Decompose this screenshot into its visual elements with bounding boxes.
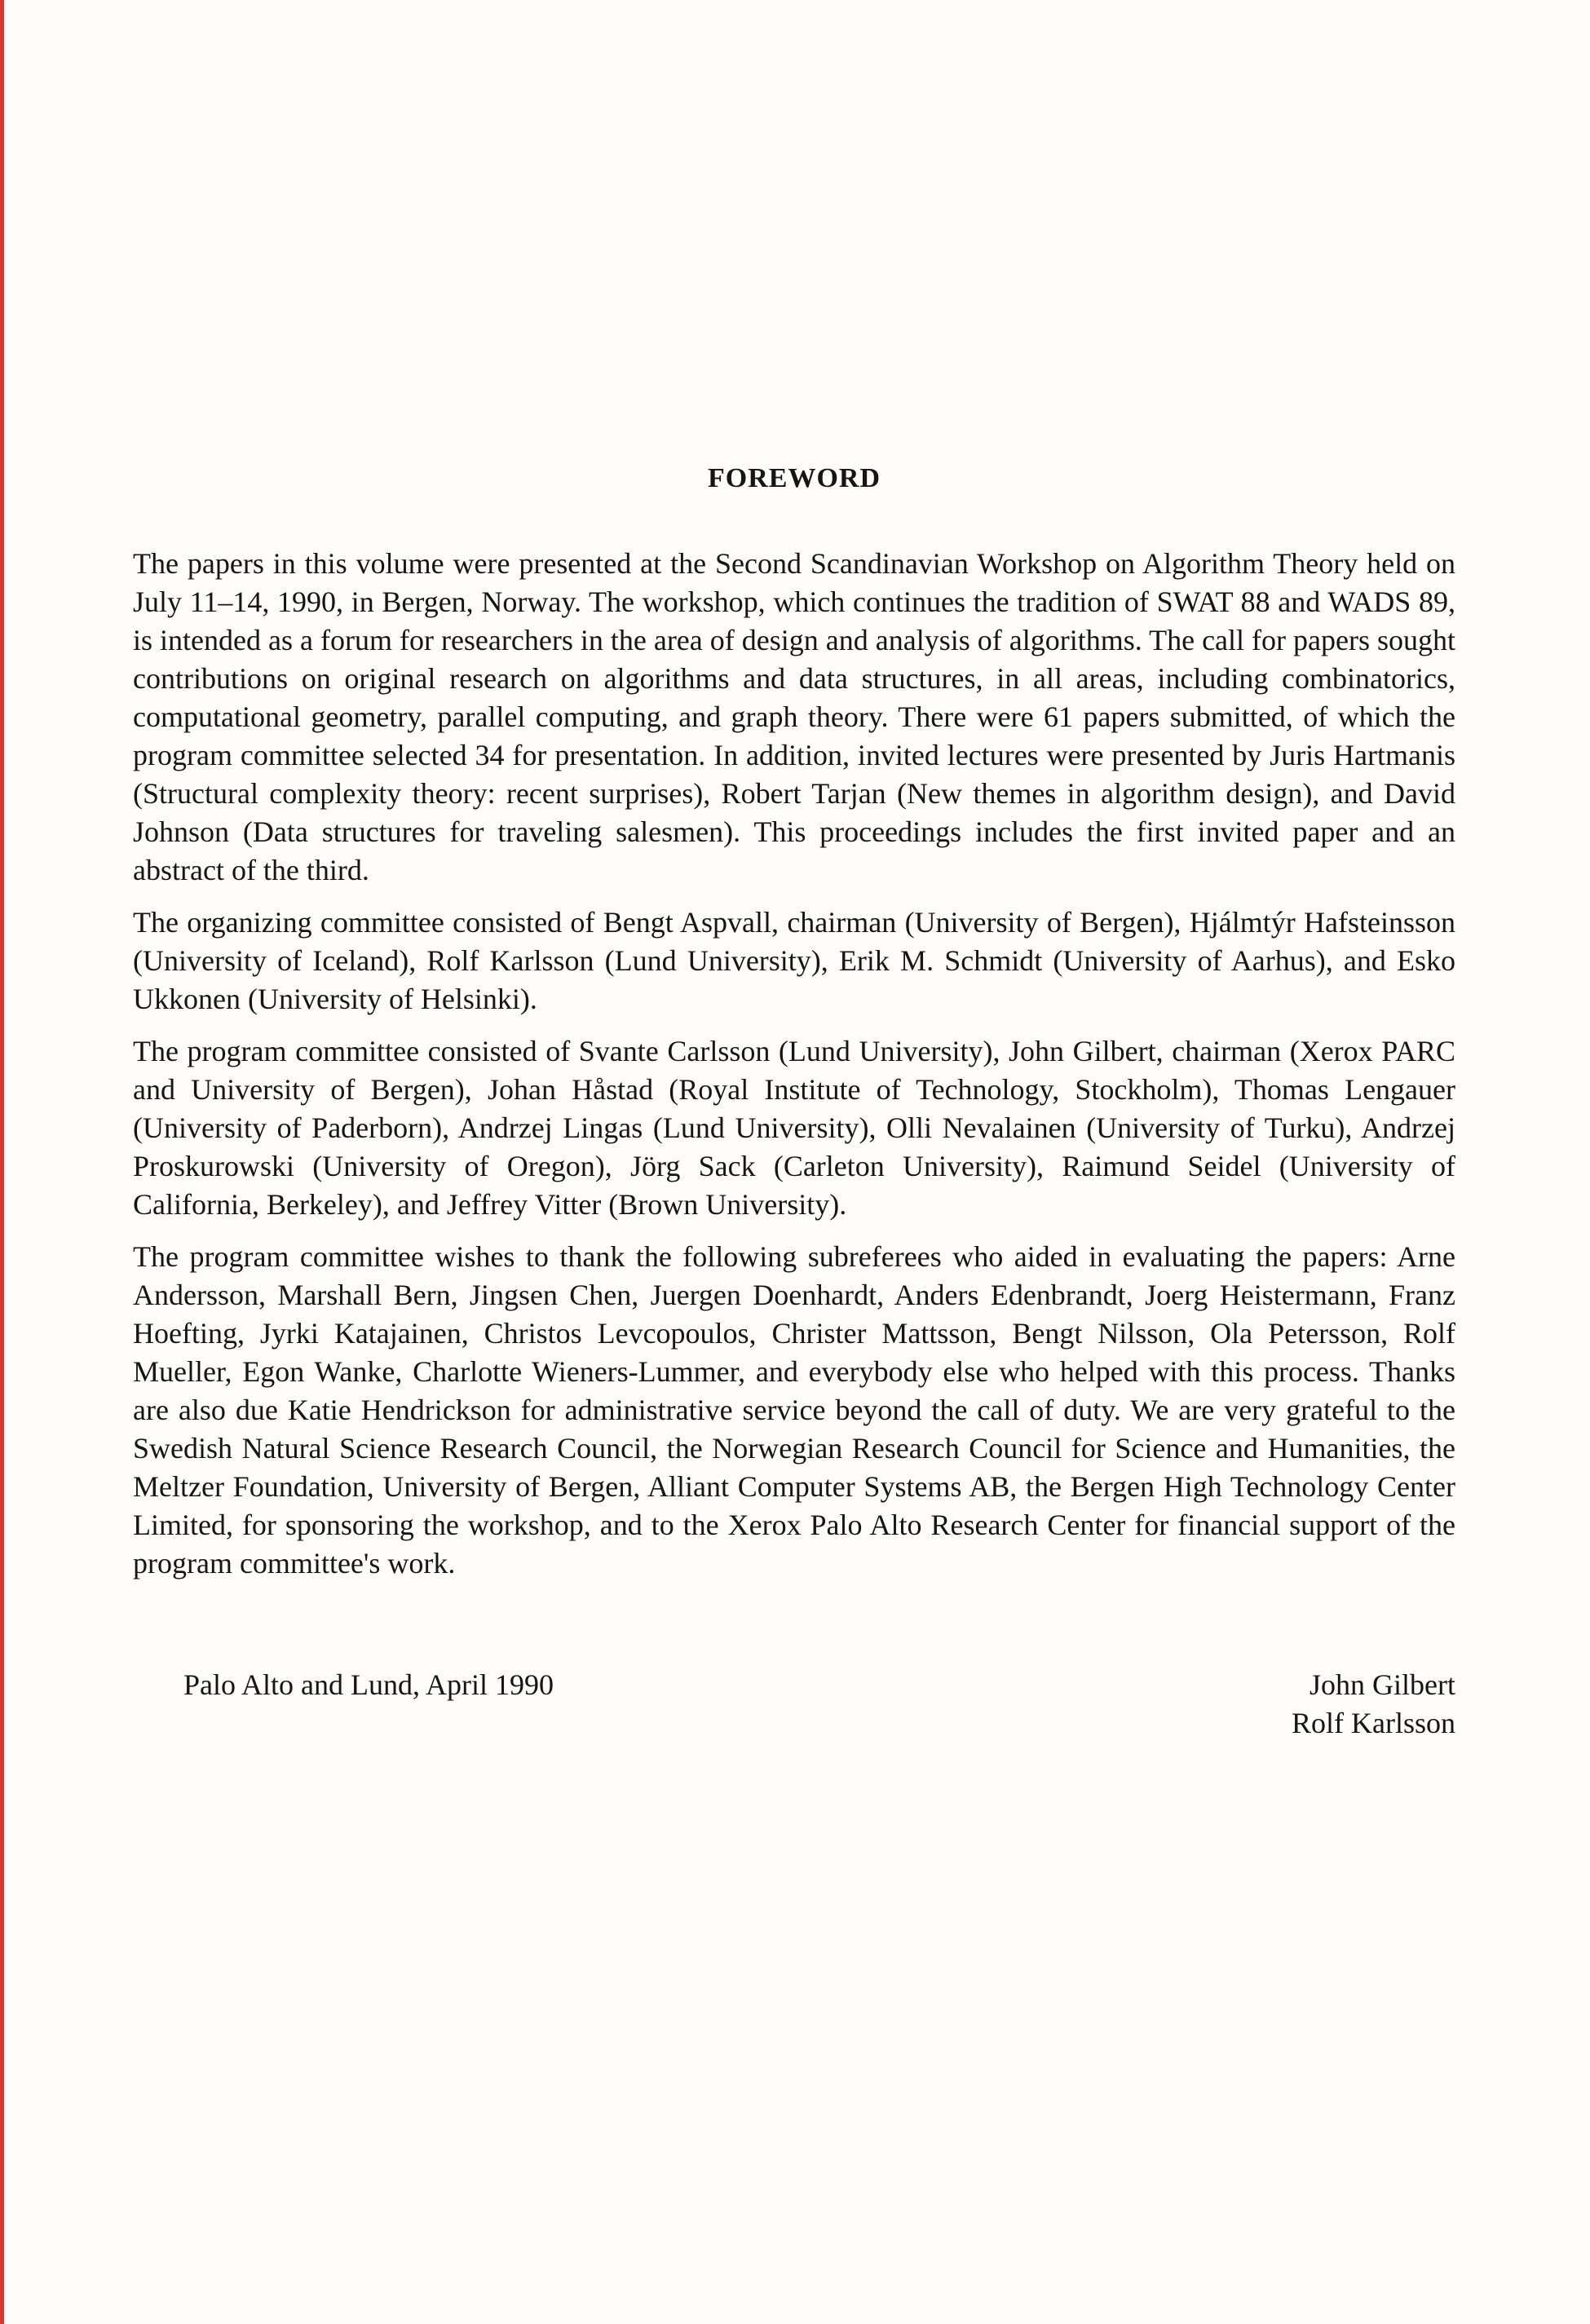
footer	[133, 1666, 1455, 1743]
dateline: Palo Alto and Lund, April 1990	[183, 1668, 554, 1701]
signature-john-gilbert: John Gilbert	[1310, 1668, 1455, 1701]
foreword-paragraph-4: The program committee wishes to thank the following subreferees who aided in evaluating the papers: Arne Andersson, Marshall Bern, Jingsen Chen, Juergen Doenhardt, Anders Edenbrandt, Joerg Heistermann, Franz Hoefting, Jyrki Katajainen, Christos Levcopoulos, Christer Mattsson, Bengt Nilsson, Ola Petersson, Rolf Mueller, Egon Wanke, Charlotte Wieners-Lummer, and everybody else who helped with this process. Thanks are also due Katie Hendrickson for administrative service beyond the call of duty. We are very grateful to the Swedish Natural Science Research Council, the Norwegian Research Council for Science and Humanities, the Meltzer Foundation, University of Bergen, Alliant Computer Systems AB, the Bergen High Technology Center Limited, for sponsoring the workshop, and to the Xerox Palo Alto Research Center for financial support of the program committee's work.	[133, 1240, 1455, 1580]
page-title: FOREWORD	[708, 463, 881, 493]
foreword-paragraph-2: The organizing committee consisted of Bengt Aspvall, chairman (University of Bergen), Hjálmtýr Hafsteinsson (University of Iceland), Rolf Karlsson (Lund University), Erik M. Schmidt (University of Aarhus), and Esko Ukkonen (University of Helsinki).	[133, 906, 1455, 1015]
foreword-paragraph-1: The papers in this volume were presented at the Second Scandinavian Workshop on Algorithm Theory held on July 11–14, 1990, in Bergen, Norway. The workshop, which continues the tradition of SWAT 88 and WADS 89, is intended as a forum for researchers in the area of design and analysis of algorithms. The call for papers sought contributions on original research on algorithms and data structures, in all areas, including combinatorics, computational geometry, parallel computing, and graph theory. There were 61 papers submitted, of which the program committee selected 34 for presentation. In addition, invited lectures were presented by Juris Hartmanis (Structural complexity theory: recent surprises), Robert Tarjan (New themes in algorithm design), and David Johnson (Data structures for traveling salesmen). This proceedings includes the first invited paper and an abstract of the third.	[133, 547, 1455, 886]
foreword-paragraph-3: The program committee consisted of Svante Carlsson (Lund University), John Gilbert, chairman (Xerox PARC and University of Bergen), Johan Håstad (Royal Institute of Technology, Stockholm), Thomas Lengauer (University of Paderborn), Andrzej Lingas (Lund University), Olli Nevalainen (University of Turku), Andrzej Proskurowski (University of Oregon), Jörg Sack (Carleton University), Raimund Seidel (University of California, Berkeley), and Jeffrey Vitter (Brown University).	[133, 1035, 1455, 1221]
signatures	[1292, 1666, 1455, 1743]
signature-rolf-karlsson: Rolf Karlsson	[1292, 1707, 1455, 1739]
scan-edge-artifact	[0, 0, 4, 2324]
page-content	[133, 463, 1455, 1743]
